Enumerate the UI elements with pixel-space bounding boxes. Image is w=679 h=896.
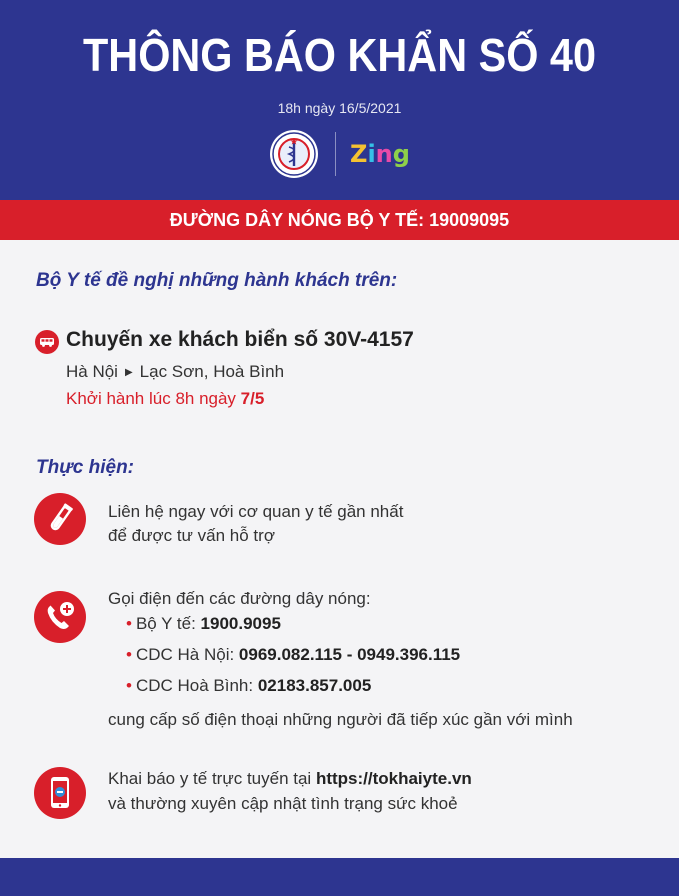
route-arrow-icon: ▶	[124, 367, 133, 378]
logo-bar	[0, 128, 679, 180]
hotline-item: • CDC Hà Nội: 0969.082.115 - 0949.396.115	[126, 645, 461, 664]
call-intro: Gọi điện đến các đường dây nóng:	[108, 589, 371, 608]
call-note: cung cấp số điện thoại những người đã tiếp xúc gần với mình	[108, 710, 573, 729]
footer-bar	[0, 858, 679, 896]
hotline-item: • CDC Hoà Bình: 02183.857.005	[126, 676, 372, 695]
declare-line-2: và thường xuyên cập nhật tình trạng sức khoẻ	[108, 794, 458, 813]
hotline-item: • Bộ Y tế: 1900.9095	[126, 614, 281, 633]
test-tube-icon	[33, 492, 87, 546]
bullet-icon: •	[126, 676, 132, 695]
page-title: THÔNG BÁO KHẨN SỐ 40	[83, 29, 596, 81]
contact-line-2: để được tư vấn hỗ trợ	[108, 526, 275, 545]
hotline-banner: ĐƯỜNG DÂY NÓNG BỘ Y TẾ: 19009095	[0, 200, 679, 240]
mobile-declaration-icon	[33, 766, 87, 820]
contact-line-1: Liên hệ ngay với cơ quan y tế gần nhất	[108, 502, 404, 521]
route-to: Lạc Sơn, Hoà Bình	[139, 362, 285, 381]
departure-time: Khởi hành lúc 8h ngày 7/5	[66, 389, 265, 408]
zing-logo: Zing	[350, 140, 410, 168]
phone-plus-icon	[33, 590, 87, 644]
intro-heading: Bộ Y tế đề nghị những hành khách trên:	[36, 270, 398, 291]
bullet-icon: •	[126, 614, 132, 633]
logo-divider	[335, 132, 336, 176]
trip-title: Chuyến xe khách biển số 30V-4157	[66, 328, 414, 351]
declare-line-1: Khai báo y tế trực tuyến tại https://tokhaiyte.vn	[108, 769, 472, 788]
actions-heading: Thực hiện:	[36, 457, 135, 478]
header	[0, 0, 679, 200]
bus-icon	[35, 330, 59, 354]
date-time: 18h ngày 16/5/2021	[277, 100, 402, 116]
trip-route	[66, 362, 284, 382]
route-from: Hà Nội	[66, 362, 118, 381]
ministry-of-health-logo	[269, 129, 319, 179]
bullet-icon: •	[126, 645, 132, 664]
departure-date: 7/5	[240, 389, 265, 408]
declare-url: https://tokhaiyte.vn	[315, 769, 472, 788]
